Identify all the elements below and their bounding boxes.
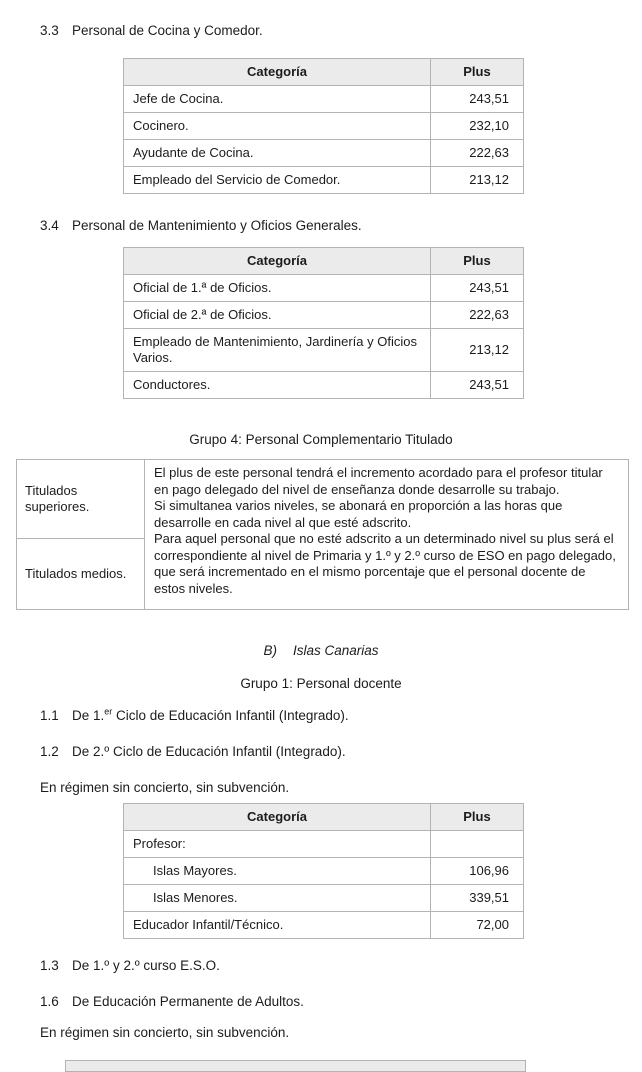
titulados-description-cell — [145, 460, 629, 610]
description-paragraph: Si simultanea varios niveles, se abonará en proporción a las horas que desarrolle en cada nivel al que esté adscrito. — [154, 498, 563, 530]
categoria-cell: Ayudante de Cocina. — [124, 140, 431, 167]
list-item-1-3 — [0, 957, 642, 974]
table-row — [124, 140, 524, 167]
table-row — [124, 275, 524, 302]
plus-cell: 243,51 — [431, 86, 524, 113]
plus-cell: 243,51 — [431, 275, 524, 302]
table-header-row — [124, 59, 524, 86]
table-row — [17, 460, 629, 539]
categoria-header: Categoría — [124, 804, 431, 831]
item-text: De Educación Permanente de Adultos. — [72, 994, 304, 1009]
canarias-docente-table — [123, 803, 524, 939]
plus-header: Plus — [431, 804, 524, 831]
section-heading-3-4 — [0, 217, 642, 234]
categoria-cell: Conductores. — [124, 372, 431, 399]
table-row — [124, 302, 524, 329]
titulados-medios-cell: Titulados medios. — [17, 539, 145, 610]
plus-cell: 106,96 — [431, 858, 524, 885]
table-header-row — [124, 804, 524, 831]
item-text-pre: De 1. — [72, 708, 105, 723]
item-number: 1.1 — [40, 708, 59, 723]
table-header-row — [124, 248, 524, 275]
grupo4-heading: Grupo 4: Personal Complementario Titulado — [189, 432, 453, 447]
plus-cell: 232,10 — [431, 113, 524, 140]
table-row — [124, 831, 524, 858]
categoria-cell: Oficial de 1.ª de Oficios. — [124, 275, 431, 302]
categoria-cell: Educador Infantil/Técnico. — [124, 912, 431, 939]
plus-header: Plus — [431, 59, 524, 86]
categoria-header: Categoría — [124, 59, 431, 86]
islas-canarias-heading — [0, 642, 642, 659]
categoria-cell: Empleado de Mantenimiento, Jardinería y Oficios Varios. — [124, 329, 431, 372]
description-paragraph: Para aquel personal que no esté adscrito a un determinado nivel su plus será el correspondiente al nivel de Primaria y 1.º y 2.º curso de ESO en pago delegado, que será incrementado en el mismo porcentaje que el personal docente de estos niveles. — [154, 531, 616, 596]
section-number: 3.4 — [40, 218, 59, 233]
item-text-post: Ciclo de Educación Infantil (Integrado). — [112, 708, 349, 723]
plus-cell: 213,12 — [431, 329, 524, 372]
table-row — [124, 329, 524, 372]
categoria-header: Categoría — [124, 248, 431, 275]
list-item-1-1 — [0, 707, 642, 724]
plus-cell: 243,51 — [431, 372, 524, 399]
mantenimiento-oficios-table — [123, 247, 524, 399]
table-row — [124, 86, 524, 113]
categoria-cell: Cocinero. — [124, 113, 431, 140]
plus-cell: 213,12 — [431, 167, 524, 194]
document-page — [0, 22, 642, 1068]
categoria-cell: Empleado del Servicio de Comedor. — [124, 167, 431, 194]
list-item-1-2 — [0, 743, 642, 760]
list-item-1-6 — [0, 993, 642, 1010]
regimen-note-2: En régimen sin concierto, sin subvención. — [40, 1025, 290, 1040]
item-text: De 2.º Ciclo de Educación Infantil (Integrado). — [72, 744, 346, 759]
categoria-cell: Islas Menores. — [124, 885, 431, 912]
plus-cell — [431, 831, 524, 858]
table-row — [124, 912, 524, 939]
section-title: Personal de Cocina y Comedor. — [72, 23, 263, 38]
section-heading-3-3 — [0, 22, 642, 39]
plus-cell: 222,63 — [431, 140, 524, 167]
categoria-cell: Profesor: — [124, 831, 431, 858]
description-paragraph: El plus de este personal tendrá el incremento acordado para el profesor titular en pago delegado del nivel de enseñanza donde desarrolle su trabajo. — [154, 465, 603, 497]
item-number: 1.2 — [40, 744, 59, 759]
table-row — [124, 858, 524, 885]
islas-canarias-letter: B) — [263, 643, 277, 658]
table-row — [124, 372, 524, 399]
grupo1-heading: Grupo 1: Personal docente — [240, 676, 402, 691]
table-row — [124, 113, 524, 140]
plus-cell: 72,00 — [431, 912, 524, 939]
ordinal-superscript: er — [104, 706, 113, 717]
plus-cell: 222,63 — [431, 302, 524, 329]
regimen-note-1: En régimen sin concierto, sin subvención. — [40, 780, 290, 795]
item-number: 1.3 — [40, 958, 59, 973]
cocina-comedor-table — [123, 58, 524, 194]
categoria-cell: Islas Mayores. — [124, 858, 431, 885]
section-number: 3.3 — [40, 23, 59, 38]
islas-canarias-title: Islas Canarias — [292, 643, 379, 658]
categoria-cell: Oficial de 2.ª de Oficios. — [124, 302, 431, 329]
plus-header: Plus — [431, 248, 524, 275]
titulados-table — [16, 459, 629, 610]
next-table-partial-header — [65, 1060, 526, 1072]
section-title: Personal de Mantenimiento y Oficios Generales. — [72, 218, 362, 233]
table-row — [124, 167, 524, 194]
categoria-cell: Jefe de Cocina. — [124, 86, 431, 113]
table-row — [124, 885, 524, 912]
plus-cell: 339,51 — [431, 885, 524, 912]
titulados-superiores-cell: Titulados superiores. — [17, 460, 145, 539]
item-number: 1.6 — [40, 994, 59, 1009]
item-text: De 1.º y 2.º curso E.S.O. — [72, 958, 220, 973]
